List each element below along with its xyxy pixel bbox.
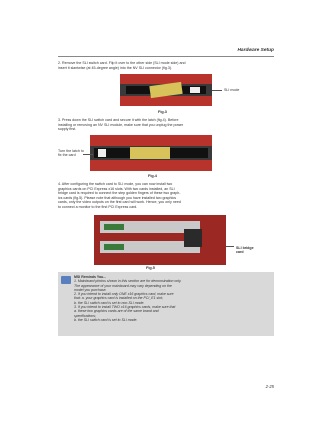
fig-4-caption: Fig.4 xyxy=(148,174,157,178)
fig-3-callout: SLI mode xyxy=(224,88,240,92)
step-4-line: cards, only the video outputs on the first card will work. Hence, you only need xyxy=(58,200,181,205)
page-header-title: Hardware Setup xyxy=(237,48,274,53)
step-4-line: to connect a monitor to the first PCI Express card. xyxy=(58,204,138,209)
step-2-text xyxy=(58,61,274,70)
step-2-line: insert it slantwise (at 45-degree angle) into the NV SLI connector (fig.3). xyxy=(58,65,173,70)
step-2-line: 2. Remove the SLI switch card. Flip it over to the other side (SLI mode side) and xyxy=(58,61,186,65)
fig-5-illustration xyxy=(94,215,226,265)
page-number: 2-25 xyxy=(265,384,274,389)
step-4-text xyxy=(58,182,274,210)
step-3-line: supply first. xyxy=(58,127,77,132)
fig-5-caption: Fig.5 xyxy=(146,266,155,270)
fig-5-callout xyxy=(236,246,254,255)
header-divider xyxy=(58,56,274,57)
msi-reminder-line: that: a. your graphics card is installed on the PCI_E1 slot; xyxy=(74,296,163,301)
fig-4-leader xyxy=(83,154,93,155)
fig-3-illustration xyxy=(120,74,212,106)
step-3-line: installing or removing an NV SLI module, make sure that you unplug the power xyxy=(58,122,184,127)
fig-3-caption: Fig.3 xyxy=(158,110,167,114)
fig-4-illustration xyxy=(90,135,212,171)
msi-reminder-line: 1. Mainboard photos shown in this section are for demonstration only. xyxy=(74,279,182,284)
msi-reminder-line: 3. If you intend to install TWO x16 graphics cards, make sure that xyxy=(74,305,176,310)
fig-4-callout-line: fix the card xyxy=(58,153,76,158)
msi-reminder-text xyxy=(74,275,272,322)
msi-reminder-line: b. the SLI switch card is set to SLI mode. xyxy=(74,317,138,322)
step-4-line: bridge card is required to connect the step golden fingers of these two graph- xyxy=(58,191,181,196)
msi-reminder-line: The appearance of your mainboard may vary depending on the xyxy=(74,283,172,288)
fig-3-leader xyxy=(212,90,222,91)
fig-5-callout-line: card xyxy=(236,250,244,255)
msi-reminder-line: 2. If you intend to install only ONE x16 graphics card, make sure xyxy=(74,292,174,297)
fig-5-leader xyxy=(226,246,234,247)
msi-reminder-title: MSI Reminds You... xyxy=(74,275,107,279)
msi-reminder-line: specifications; xyxy=(74,313,96,318)
fig-4-callout-line: Turn the latch to xyxy=(58,149,84,153)
msi-reminder-line: a. these two graphics cards are of the same brand and xyxy=(74,309,159,314)
step-4-line: 4. After configuring the switch card to SLI mode, you can now install two xyxy=(58,182,173,186)
msi-reminder-line: model you purchase. xyxy=(74,287,107,292)
fig-5-photo xyxy=(94,215,226,265)
fig-4-photo xyxy=(90,135,212,171)
fig-3-photo xyxy=(120,74,212,106)
fig-4-callout xyxy=(58,149,84,158)
step-4-line: graphics cards on PCI Express x16 slots. With two cards installed, an SLI xyxy=(58,186,175,191)
step-4-line: ics cards (fig.5). Please note that although you have installed two graphics xyxy=(58,195,177,200)
step-3-text xyxy=(58,118,274,132)
msi-reminder-box xyxy=(58,272,274,336)
msi-reminder-line: b. the SLI switch card is set to non-SLI mode. xyxy=(74,300,145,305)
msi-note-icon xyxy=(61,276,71,284)
step-3-line: 3. Press down the SLI switch card and secure it with the latch (fig.4). Before xyxy=(58,118,179,122)
fig-5-callout-line: SLI bridge xyxy=(236,246,254,250)
